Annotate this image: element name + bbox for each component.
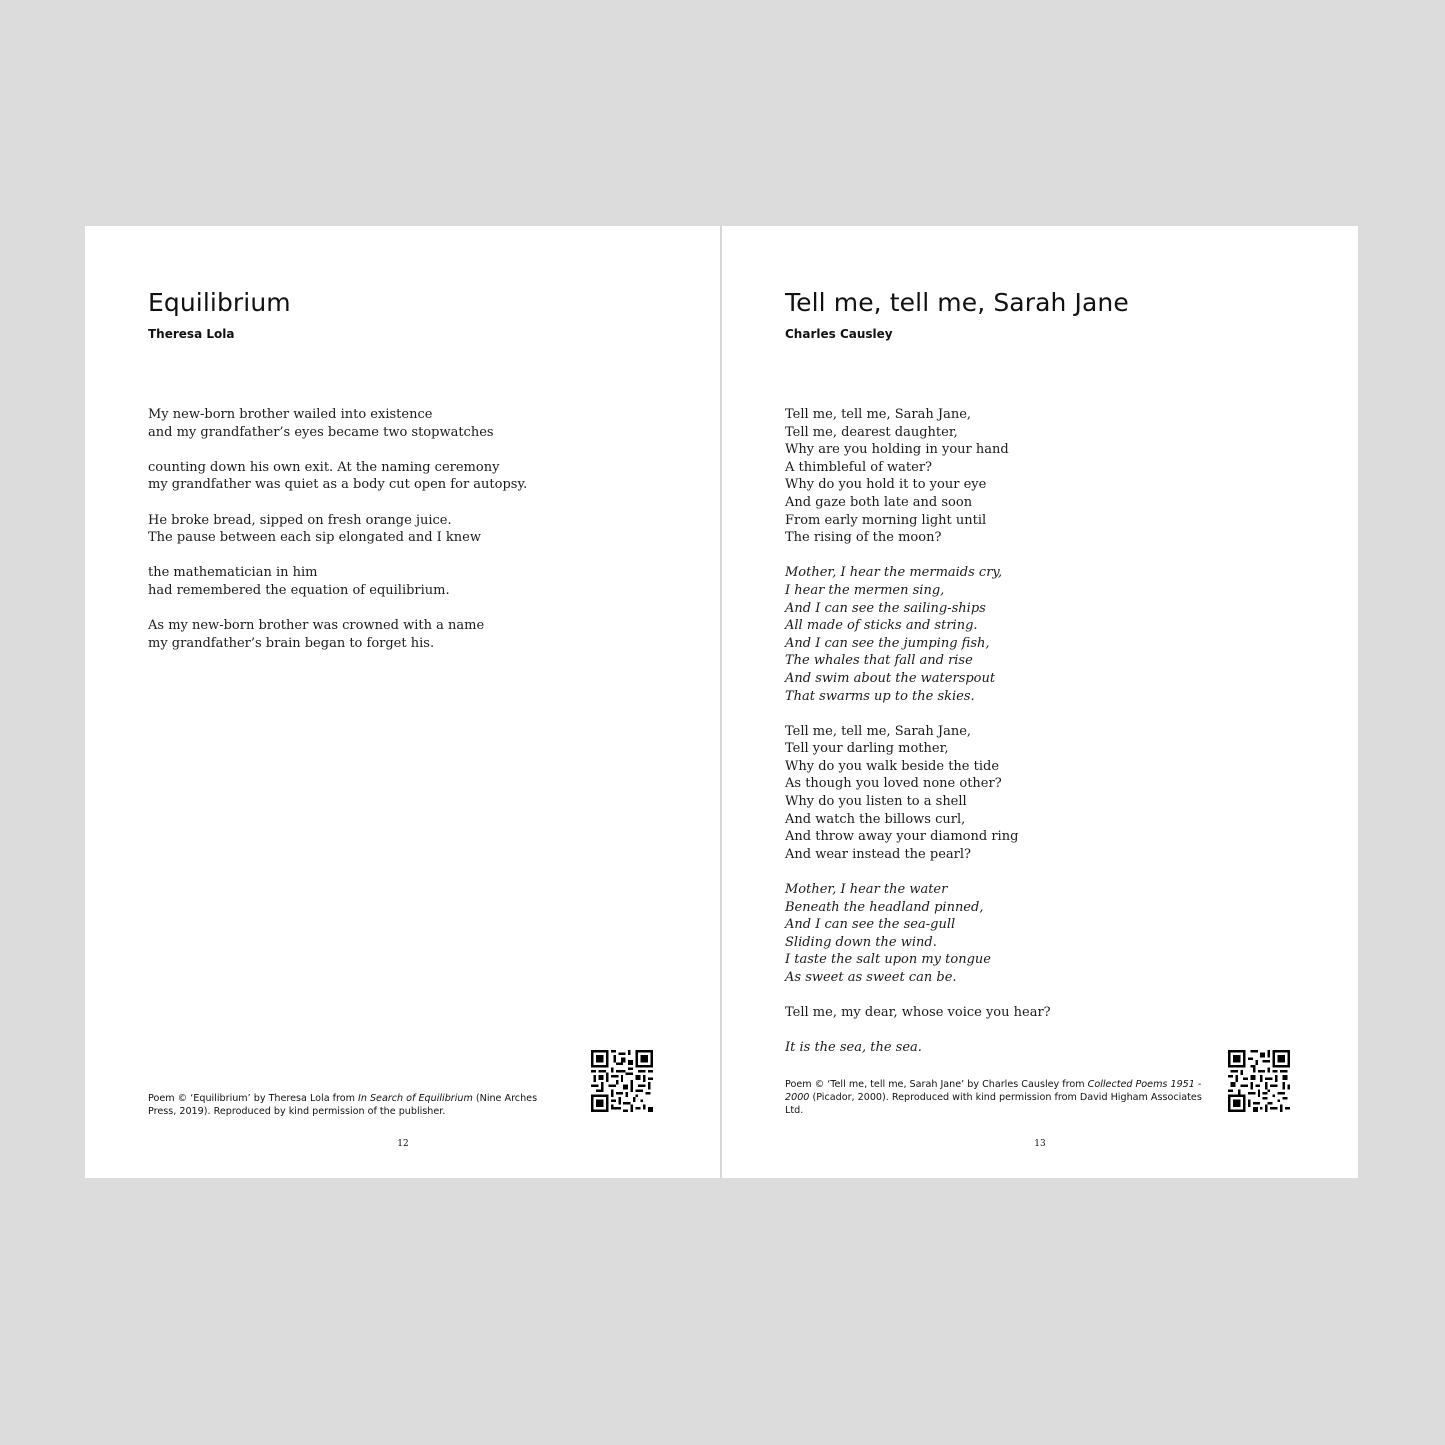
poem-line: Tell me, tell me, Sarah Jane,: [785, 723, 972, 739]
poem-line: Why are you holding in your hand: [785, 442, 1009, 458]
poem-stanza: [785, 881, 1051, 987]
poem-line: And gaze both late and soon: [785, 494, 973, 510]
poem-line: The whales that fall and rise: [785, 653, 973, 669]
credit-prefix: Poem © ‘Equilibrium’ by Theresa Lola from: [148, 1093, 358, 1104]
poem-stanza: [785, 1004, 1051, 1022]
qr-code-graphic: [591, 1050, 653, 1112]
poem-line: and my grandfather’s eyes became two stopwatches: [148, 424, 494, 440]
left-page: [85, 226, 721, 1178]
copyright-credit: [785, 1078, 1205, 1117]
qr-code-icon[interactable]: [1228, 1050, 1290, 1112]
poem-line: A thimbleful of water?: [785, 459, 932, 475]
poem-line: And watch the billows curl,: [785, 811, 966, 827]
poem-line: Tell me, my dear, whose voice you hear?: [785, 1005, 1051, 1021]
poem-line: Mother, I hear the mermaids cry,: [785, 565, 1003, 581]
poem-line: As my new-born brother was crowned with a name: [148, 618, 485, 634]
page-number: 12: [397, 1139, 409, 1149]
poem-line: And I can see the sea-gull: [785, 917, 956, 933]
poem-line: Mother, I hear the water: [785, 882, 948, 898]
poem-stanza: [785, 406, 1051, 547]
poem-line: the mathematician in him: [148, 565, 318, 581]
poem-stanza: [785, 723, 1051, 864]
credit-book-title: In Search of Equilibrium: [358, 1093, 473, 1104]
poem-line: Why do you walk beside the tide: [785, 758, 1000, 774]
poem-line: Tell me, dearest daughter,: [785, 424, 958, 440]
poem-stanza: [148, 617, 527, 652]
credit-prefix: Poem © ‘Tell me, tell me, Sarah Jane’ by Charles Causley from: [785, 1079, 1088, 1090]
poem-line: I taste the salt upon my tongue: [785, 952, 991, 968]
poem-line: And I can see the jumping fish,: [785, 635, 990, 651]
poem-author: Charles Causley: [785, 327, 893, 341]
poem-line: And I can see the sailing-ships: [785, 600, 986, 616]
poem-line: had remembered the equation of equilibrium.: [148, 582, 450, 598]
poem-stanza: [148, 512, 527, 547]
poem-line: And swim about the waterspout: [785, 670, 996, 686]
poem-body: [148, 406, 527, 670]
poem-line: And wear instead the pearl?: [785, 846, 971, 862]
poem-line: He broke bread, sipped on fresh orange juice.: [148, 512, 452, 528]
poem-stanza: [785, 1039, 1051, 1057]
credit-suffix: (Picador, 2000). Reproduced with kind permission from David Higham Associates Ltd.: [785, 1092, 1202, 1116]
poem-stanza: [148, 406, 527, 441]
credit-suffix: (Nine Arches Press, 2019). Reproduced by kind permission of the publisher.: [148, 1093, 538, 1117]
poem-line: Why do you listen to a shell: [785, 794, 967, 810]
poem-body: [785, 406, 1051, 1075]
poem-stanza: [148, 459, 527, 494]
credit-book-title: Collected Poems 1951 - 2000: [785, 1079, 1202, 1103]
poem-line: Beneath the headland pinned,: [785, 899, 984, 915]
poem-line: counting down his own exit. At the naming ceremony: [148, 459, 500, 475]
poem-line: My new-born brother wailed into existence: [148, 407, 433, 422]
poem-line: my grandfather’s brain began to forget his.: [148, 635, 435, 651]
poem-line: Sliding down the wind.: [785, 934, 937, 950]
qr-code-graphic: [1228, 1050, 1290, 1112]
poem-title: Equilibrium: [148, 288, 291, 317]
poem-line: As sweet as sweet can be.: [785, 970, 957, 985]
poem-line: That swarms up to the skies.: [785, 688, 975, 704]
poem-line: Tell me, tell me, Sarah Jane,: [785, 407, 972, 422]
qr-code-icon[interactable]: [591, 1050, 653, 1112]
poem-title: Tell me, tell me, Sarah Jane: [785, 288, 1129, 317]
page-number: 13: [1034, 1139, 1046, 1149]
poem-line: From early morning light until: [785, 512, 987, 528]
poem-line: As though you loved none other?: [785, 776, 1002, 792]
poem-line: The pause between each sip elongated and I knew: [148, 530, 481, 546]
poem-line: The rising of the moon?: [785, 530, 942, 546]
poem-line: Tell your darling mother,: [785, 741, 949, 757]
copyright-credit: [148, 1092, 568, 1118]
poem-stanza: [785, 564, 1051, 705]
poem-line: Why do you hold it to your eye: [785, 477, 987, 493]
poem-line: All made of sticks and string.: [785, 618, 978, 634]
poem-line: And throw away your diamond ring: [785, 829, 1019, 845]
right-page: [722, 226, 1358, 1178]
poem-author: Theresa Lola: [148, 327, 235, 341]
poem-line: It is the sea, the sea.: [785, 1040, 922, 1056]
poem-line: my grandfather was quiet as a body cut open for autopsy.: [148, 477, 528, 493]
poem-stanza: [148, 564, 527, 599]
poem-line: I hear the mermen sing,: [785, 582, 945, 598]
